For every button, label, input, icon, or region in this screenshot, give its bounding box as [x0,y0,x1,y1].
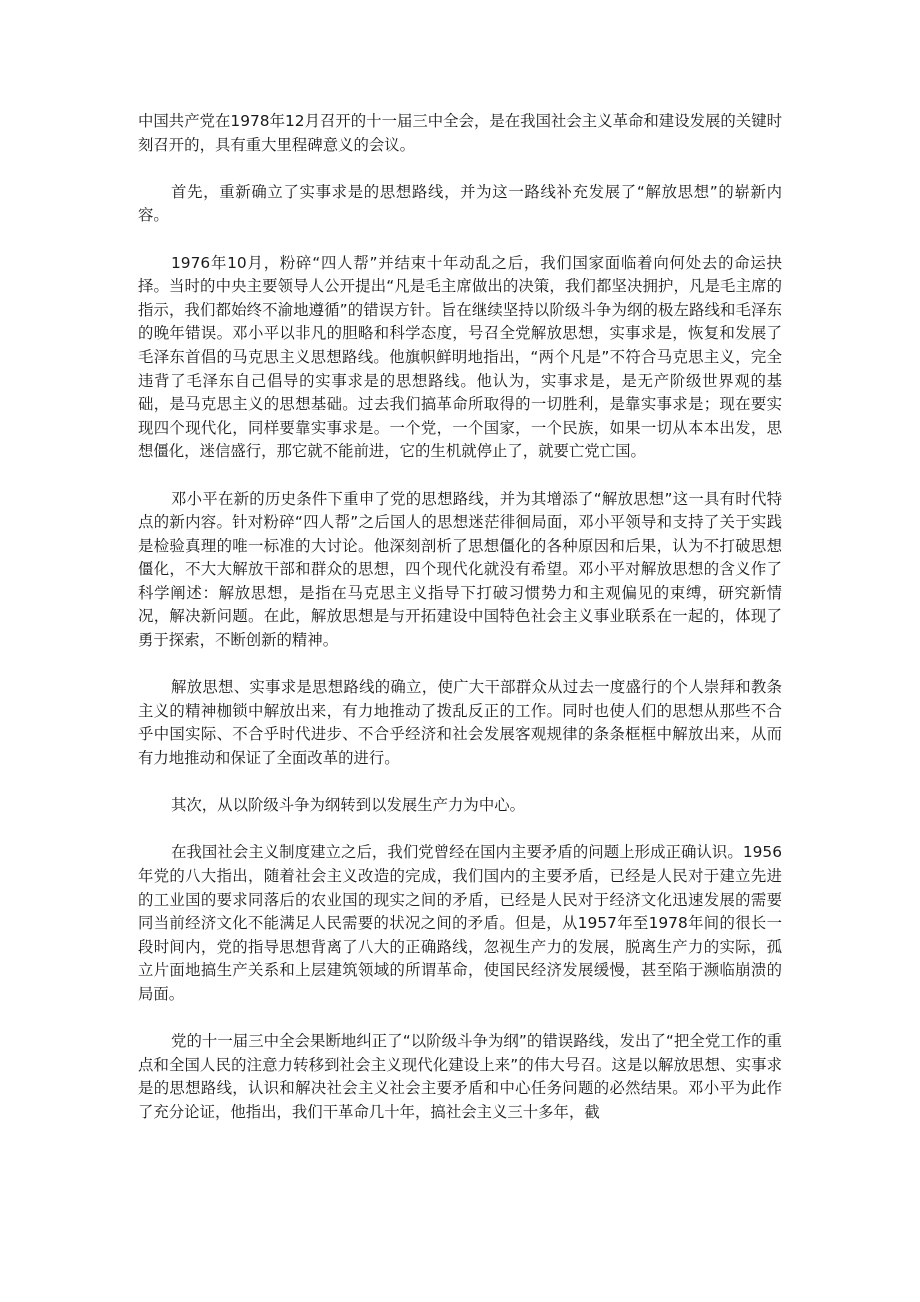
paragraph-5: 解放思想、实事求是思想路线的确立，使广大干部群众从过去一度盛行的个人崇拜和教条主义的精神枷锁中解放出来，有力地推动了拨乱反正的工作。同时也使人们的思想从那些不合乎中国实际、不合乎时代进步、不合乎经济和社会发展客观规律的条条框框中解放出来，从而有力地推动和保证了全面改革的进行。 [138,678,782,768]
paragraph-1: 中国共产党在1978年12月召开的十一届三中全会，是在我国社会主义革命和建设发展的关键时刻召开的，具有重大里程碑意义的会议。 [138,112,782,154]
paragraph-4: 邓小平在新的历史条件下重申了党的思想路线，并为其增添了“解放思想”这一具有时代特点的新内容。针对粉碎“四人帮”之后国人的思想迷茫徘徊局面，邓小平领导和支持了关于实践是检验真理的唯一标准的大讨论。他深刻剖析了思想僵化的各种原因和后果，认为不打破思想僵化，不大大解放干部和群众的思想，四个现代化就没有希望。邓小平对解放思想的含义作了科学阐述：解放思想，是指在马克思主义指导下打破习惯势力和主观偏见的束缚，研究新情况，解决新问题。在此，解放思想是与开拓建设中国特色社会主义事业联系在一起的，体现了勇于探索，不断创新的精神。 [138,489,782,650]
paragraph-6: 其次，从以阶级斗争为纲转到以发展生产力为中心。 [171,796,525,815]
paragraph-8: 党的十一届三中全会果断地纠正了“以阶级斗争为纲”的错误路线，发出了“把全党工作的重点和全国人民的注意力转移到社会主义现代化建设上来”的伟大号召。这是以解放思想、实事求是的思想路线，认识和解决社会主义社会主要矛盾和中心任务问题的必然结果。邓小平为此作了充分论证，他指出，我们干革命几十年，搞社会主义三十多年，截 [138,1032,782,1121]
paragraph-7: 在我国社会主义制度建立之后，我们党曾经在国内主要矛盾的问题上形成正确认识。1956年党的八大指出，随着社会主义改造的完成，我们国内的主要矛盾，已经是人民对于建立先进的工业国的要求同落后的农业国的现实之间的矛盾，已经是人民对于经济文化迅速发展的需要同当前经济文化不能满足人民需要的状况之间的矛盾。但是，从1957年至1978年间的很长一段时间内，党的指导思想背离了八大的正确路线，忽视生产力的发展，脱离生产力的实际，孤立片面地搞生产关系和上层建筑领域的所谓革命，使国民经济发展缓慢，甚至陷于濒临崩溃的局面。 [138,843,782,1003]
paragraph-3: 1976年10月，粉碎“四人帮”并结束十年动乱之后，我们国家面临着向何处去的命运抉择。当时的中央主要领导人公开提出“凡是毛主席做出的决策，我们都坚决拥护，凡是毛主席的指示，我们都始终不渝地遵循”的错误方针。旨在继续坚持以阶级斗争为纲的极左路线和毛泽东的晚年错误。邓小平以非凡的胆略和科学态度，号召全党解放思想，实事求是，恢复和发展了毛泽东首倡的马克思主义思想路线。他旗帜鲜明地指出，“两个凡是”不符合马克思主义，完全违背了毛泽东自己倡导的实事求是的思想路线。他认为，实事求是，是无产阶级世界观的基础，是马克思主义的思想基础。过去我们搞革命所取得的一切胜利，是靠实事求是；现在要实现四个现代化，同样要靠实事求是。一个党，一个国家，一个民族，如果一切从本本出发，思想僵化，迷信盛行，那它就不能前进，它的生机就停止了，就要亡党亡国。 [138,253,782,461]
document-body [138,110,782,1148]
paragraph-2: 首先，重新确立了实事求是的思想路线，并为这一路线补充发展了“解放思想”的崭新内容。 [138,182,782,225]
